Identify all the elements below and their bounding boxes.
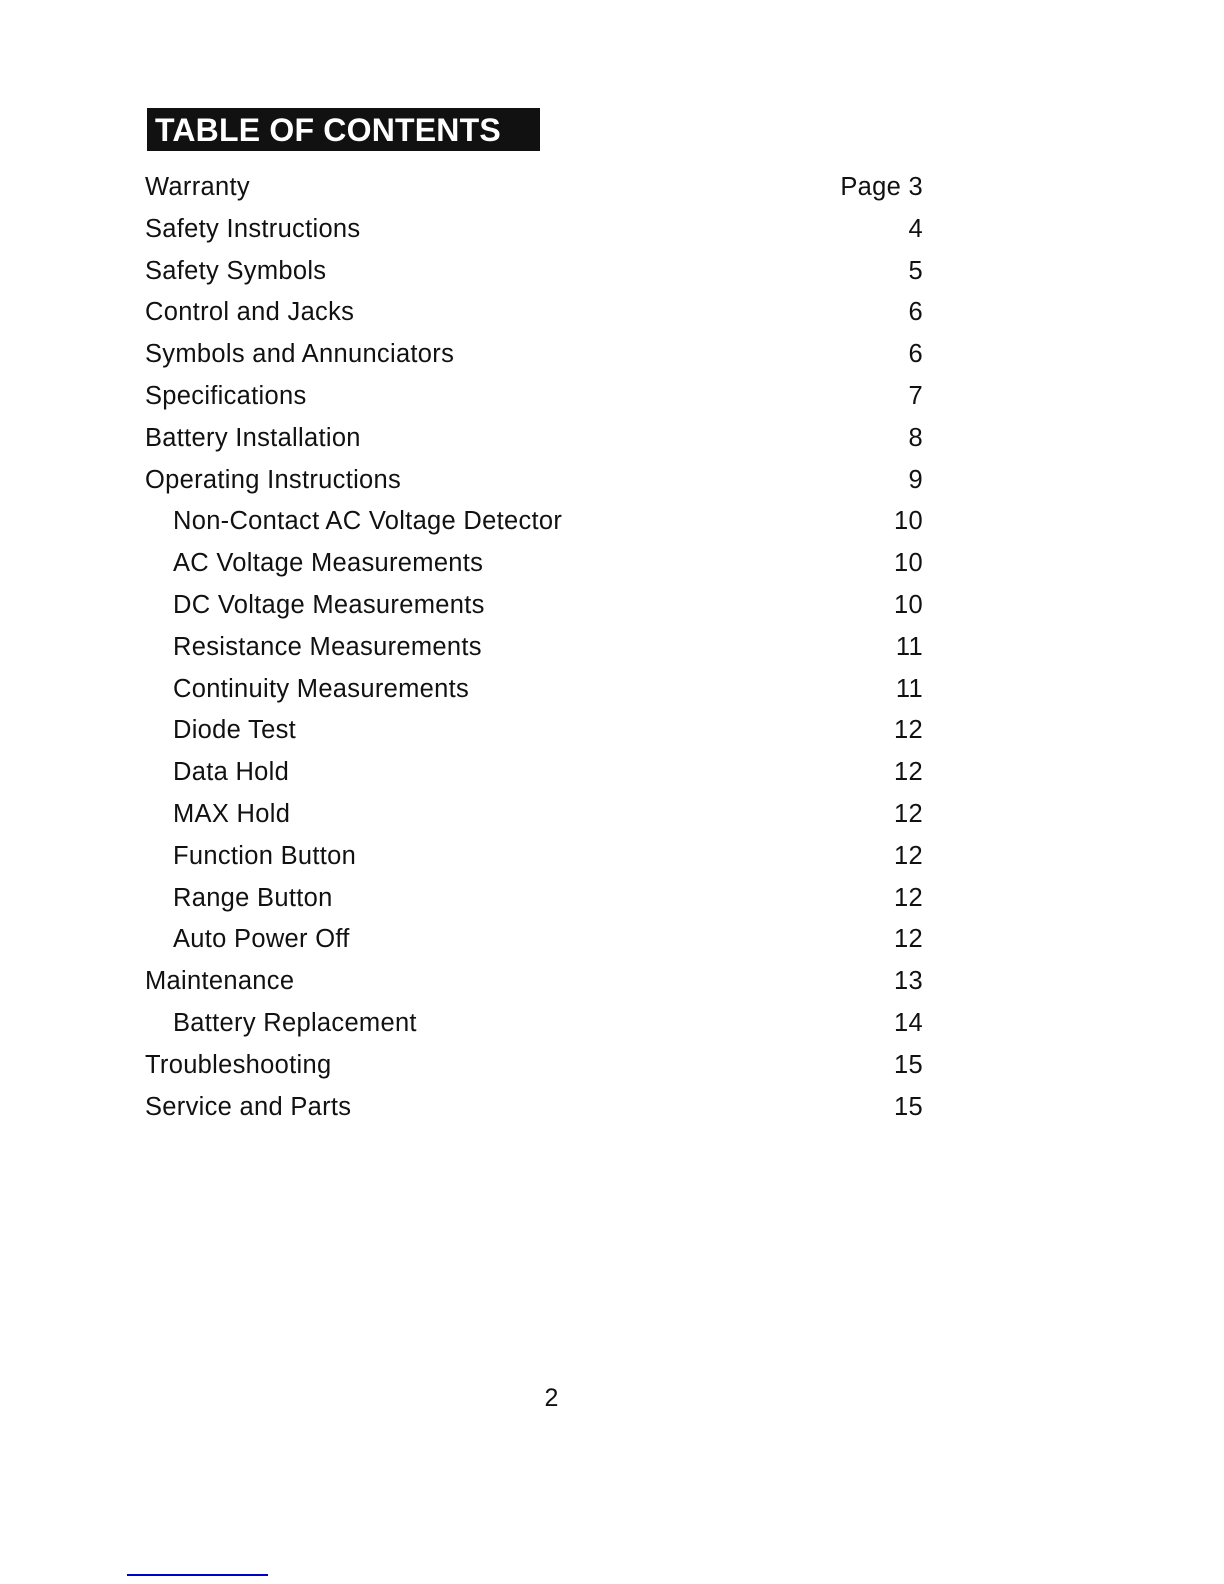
toc-entry-page: 15 <box>894 1050 923 1079</box>
toc-entry-page: 14 <box>894 1008 923 1037</box>
toc-entry-page: 11 <box>895 632 923 661</box>
toc-entry <box>145 918 923 960</box>
toc-entry-page: 12 <box>894 758 923 787</box>
toc-entry-page: 10 <box>894 507 923 536</box>
toc-entry-page: 10 <box>894 590 923 619</box>
toc-entry <box>145 1086 923 1128</box>
toc-entry-page: Page 3 <box>840 173 923 201</box>
toc-list <box>145 166 923 1127</box>
toc-entry-label: Maintenance <box>145 967 295 996</box>
toc-entry-label: Control and Jacks <box>145 298 355 327</box>
toc-entry-label: Specifications <box>145 381 307 410</box>
toc-entry <box>145 417 923 459</box>
toc-entry <box>145 375 923 417</box>
toc-entry <box>145 835 923 877</box>
toc-entry <box>145 584 923 626</box>
toc-entry-label: Auto Power Off <box>173 925 350 954</box>
toc-entry-page: 6 <box>908 298 923 327</box>
toc-entry <box>145 793 923 835</box>
toc-entry-page: 11 <box>895 674 923 703</box>
toc-entry-page: 6 <box>908 340 923 369</box>
page-number: 2 <box>544 1384 559 1412</box>
toc-entry <box>145 1044 923 1086</box>
toc-entry <box>145 1002 923 1044</box>
toc-entry-page: 12 <box>894 841 923 870</box>
toc-entry-label: MAX Hold <box>173 799 291 828</box>
toc-entry <box>145 250 923 292</box>
toc-entry-label: Operating Instructions <box>145 465 402 494</box>
toc-entry <box>145 208 923 250</box>
toc-entry-label: Non-Contact AC Voltage Detector <box>173 507 563 536</box>
toc-entry <box>145 500 923 542</box>
toc-entry-page: 8 <box>908 423 923 452</box>
toc-entry-label: Diode Test <box>173 716 297 745</box>
toc-entry <box>145 542 923 584</box>
toc-entry-label: Safety Symbols <box>145 256 327 285</box>
toc-entry <box>145 877 923 919</box>
toc-entry-page: 9 <box>908 465 923 494</box>
toc-entry-label: Continuity Measurements <box>173 674 470 703</box>
toc-entry <box>145 709 923 751</box>
toc-entry-label: Data Hold <box>173 758 290 787</box>
toc-entry-label: Range Button <box>173 883 333 912</box>
toc-entry <box>145 960 923 1002</box>
toc-entry-page: 12 <box>894 925 923 954</box>
toc-entry-label: Resistance Measurements <box>173 632 482 661</box>
toc-title: TABLE OF CONTENTS <box>147 108 540 151</box>
toc-entry <box>145 333 923 375</box>
toc-entry-page: 12 <box>894 883 923 912</box>
toc-entry-label: Warranty <box>145 173 250 201</box>
toc-entry-label: Symbols and Annunciators <box>145 340 455 369</box>
toc-entry-page: 10 <box>894 549 923 578</box>
toc-entry <box>145 459 923 501</box>
toc-entry <box>145 626 923 668</box>
toc-entry-label: Service and Parts <box>145 1092 352 1121</box>
toc-entry-label: Battery Installation <box>145 423 361 452</box>
toc-entry-label: AC Voltage Measurements <box>173 549 484 578</box>
toc-entry-label: Troubleshooting <box>145 1050 332 1079</box>
toc-entry-label: Function Button <box>173 841 357 870</box>
toc-entry <box>145 668 923 710</box>
footer-rule <box>127 1574 268 1576</box>
toc-entry-label: Battery Replacement <box>173 1008 417 1037</box>
toc-entry <box>145 291 923 333</box>
toc-entry-page: 7 <box>908 381 923 410</box>
toc-entry-label: DC Voltage Measurements <box>173 590 485 619</box>
toc-entry-page: 5 <box>908 256 923 285</box>
toc-entry-page: 15 <box>894 1092 923 1121</box>
toc-entry <box>145 751 923 793</box>
toc-entry-page: 4 <box>908 214 923 243</box>
toc-entry-page: 12 <box>894 716 923 745</box>
toc-entry-page: 13 <box>894 967 923 996</box>
toc-entry-page: 12 <box>894 799 923 828</box>
toc-entry-label: Safety Instructions <box>145 214 361 243</box>
toc-entry <box>145 166 923 208</box>
